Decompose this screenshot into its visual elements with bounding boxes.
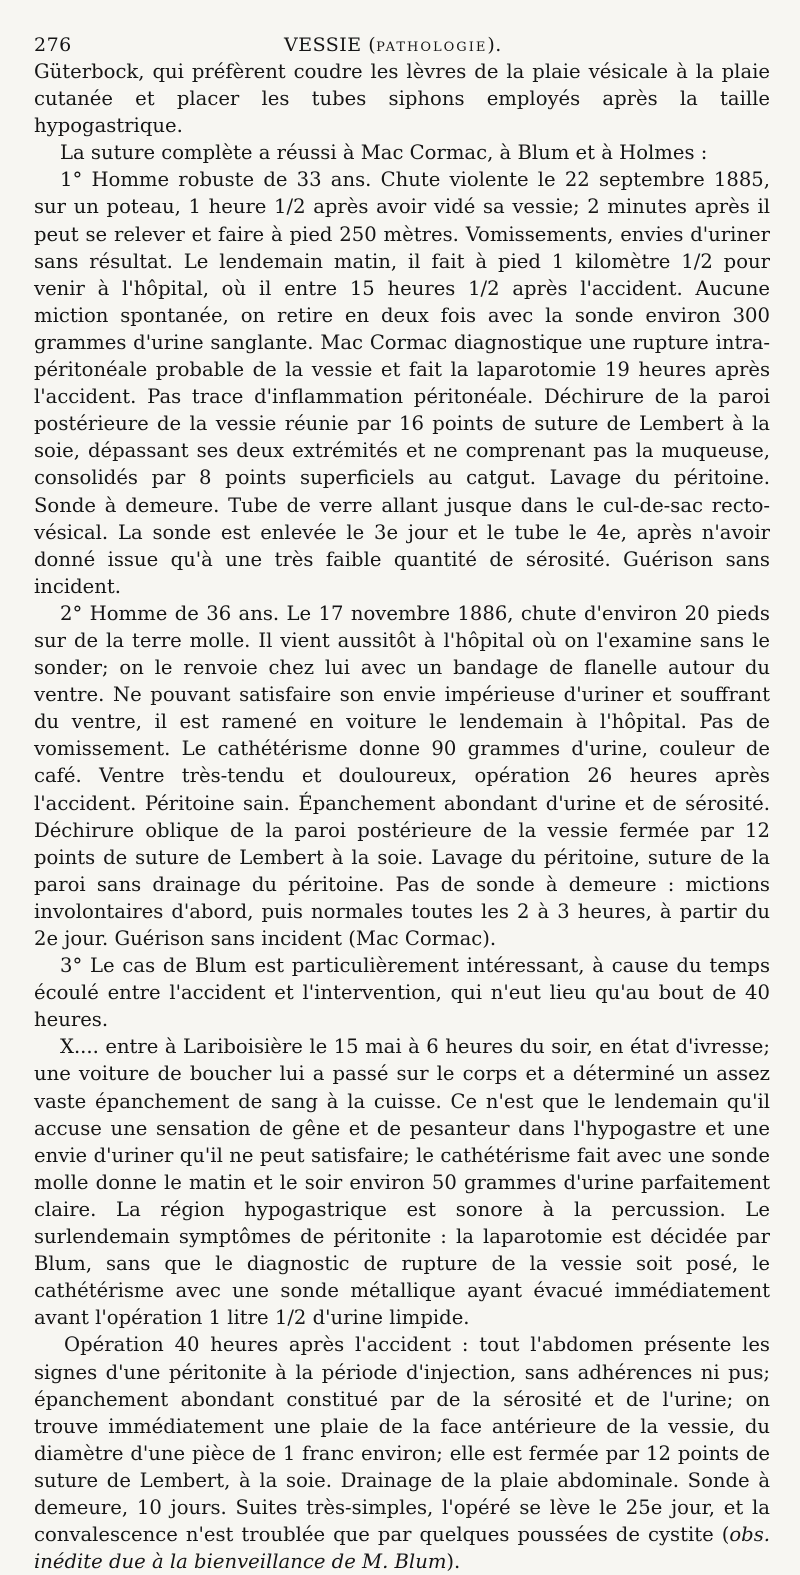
- paragraph: Güterbock, qui préfèrent coudre les lèvres de la plaie vésicale à la plaie cutanée et placer les tubes siphons employés après la taille hypogastrique.: [34, 60, 770, 138]
- page-header: [34, 28, 770, 58]
- paragraph: La suture complète a réussi à Mac Cormac, à Blum et à Holmes :: [60, 141, 708, 165]
- running-head: [284, 34, 502, 56]
- running-head-section: PATHOLOGIE: [376, 40, 488, 55]
- body-text: [34, 58, 770, 1575]
- case-1-paragraph: 1° Homme robuste de 33 ans. Chute violente le 22 septembre 1885, sur un poteau, 1 heure 1/2 après avoir vidé sa vessie; 2 minutes après il peut se relever et faire à pied 250 mètres. Vomissements, envies d'uriner sans résultat. Le lendemain matin, il fait à pied 1 kilomètre 1/2 pour venir à l'hôpital, où il entre 15 heures 1/2 après l'accident. Aucune miction spontanée, on retire en deux fois avec la sonde environ 300 grammes d'urine sanglante. Mac Cormac diagnostique une rupture intra-péritonéale probable de la vessie et fait la laparotomie 19 heures après l'accident. Pas trace d'inflammation péritonéale. Déchirure de la paroi postérieure de la vessie réunie par 16 points de suture de Lembert à la soie, dépassant ses deux extrémités et ne comprenant pas la muqueuse, consolidés par 8 points superficiels au catgut. Lavage du péritoine. Sonde à demeure. Tube de verre allant jusque dans le cul-de-sac recto-vésical. La sonde est enlevée le 3e jour et le tube le 4e, après n'avoir donné issue qu'à une très faible quantité de sérosité. Guérison sans incident.: [34, 168, 770, 598]
- case-3-paragraph: 3° Le cas de Blum est particulièrement intéressant, à cause du temps écoulé entre l'accident et l'intervention, qui n'eut lieu qu'au bout de 40 heures.: [34, 954, 770, 1032]
- case-2-paragraph: 2° Homme de 36 ans. Le 17 novembre 1886, chute d'environ 20 pieds sur de la terre molle. Il vient aussitôt à l'hôpital où on l'examine sans le sonder; on le renvoie chez lui avec un bandage de flanelle autour du ventre. Ne pouvant satisfaire son envie impérieuse d'uriner et souffrant du ventre, il est ramené en voiture le lendemain à l'hôpital. Pas de vomissement. Le cathétérisme donne 90 grammes d'urine, couleur de café. Ventre très-tendu et douloureux, opération 26 heures après l'accident. Péritoine sain. Épanchement abondant d'urine et de sérosité. Déchirure oblique de la paroi postérieure de la vessie fermée par 12 points de suture de Lembert à la soie. Lavage du péritoine, suture de la paroi sans drainage du péritoine. Pas de sonde à demeure : mictions involontaires d'abord, puis normales toutes les 2 à 3 heures, à partir du 2e jour. Guérison sans incident (Mac Cormac).: [34, 601, 770, 950]
- citation-close: ).: [446, 1550, 461, 1574]
- operation-paragraph: [34, 1331, 770, 1575]
- running-head-close: ).: [487, 34, 502, 56]
- page-number: 276: [34, 34, 72, 56]
- citation-italic: obs. inédite due à la bienveillance de M. Blum: [34, 1523, 770, 1574]
- running-head-title: VESSIE (: [284, 34, 377, 56]
- operation-text: Opération 40 heures après l'accident : tout l'abdomen présente les signes d'une péritonite à la période d'injection, sans adhérences ni pus; épanchement abondant constitué par de la sérosité et de l'urine; on trouve immédiatement une plaie de la face antérieure de la vessie, du diamètre d'une pièce de 1 franc environ; elle est fermée par 12 points de suture de Lembert, à la soie. Drainage de la plaie abdominale. Sonde à demeure, 10 jours. Suites très-simples, l'opéré se lève le 25e jour, et la convalescence n'est troublée que par quelques poussées de cystite (: [34, 1333, 770, 1547]
- case-3-history-paragraph: X.... entre à Lariboisière le 15 mai à 6 heures du soir, en état d'ivresse; une voiture de boucher lui a passé sur le corps et a déterminé un assez vaste épanchement de sang à la cuisse. Ce n'est que le lendemain qu'il accuse une sensation de gêne et de pesanteur dans l'hypogastre et une envie d'uriner qu'il ne peut satisfaire; le cathétérisme fait avec une sonde molle donne le matin et le soir environ 50 grammes d'urine parfaitement claire. La région hypogastrique est sonore à la percussion. Le surlendemain symptômes de péritonite : la laparotomie est décidée par Blum, sans que le diagnostic de rupture de la vessie soit posé, le cathétérisme avec une sonde métallique ayant évacué immédiatement avant l'opération 1 litre 1/2 d'urine limpide.: [34, 1035, 770, 1330]
